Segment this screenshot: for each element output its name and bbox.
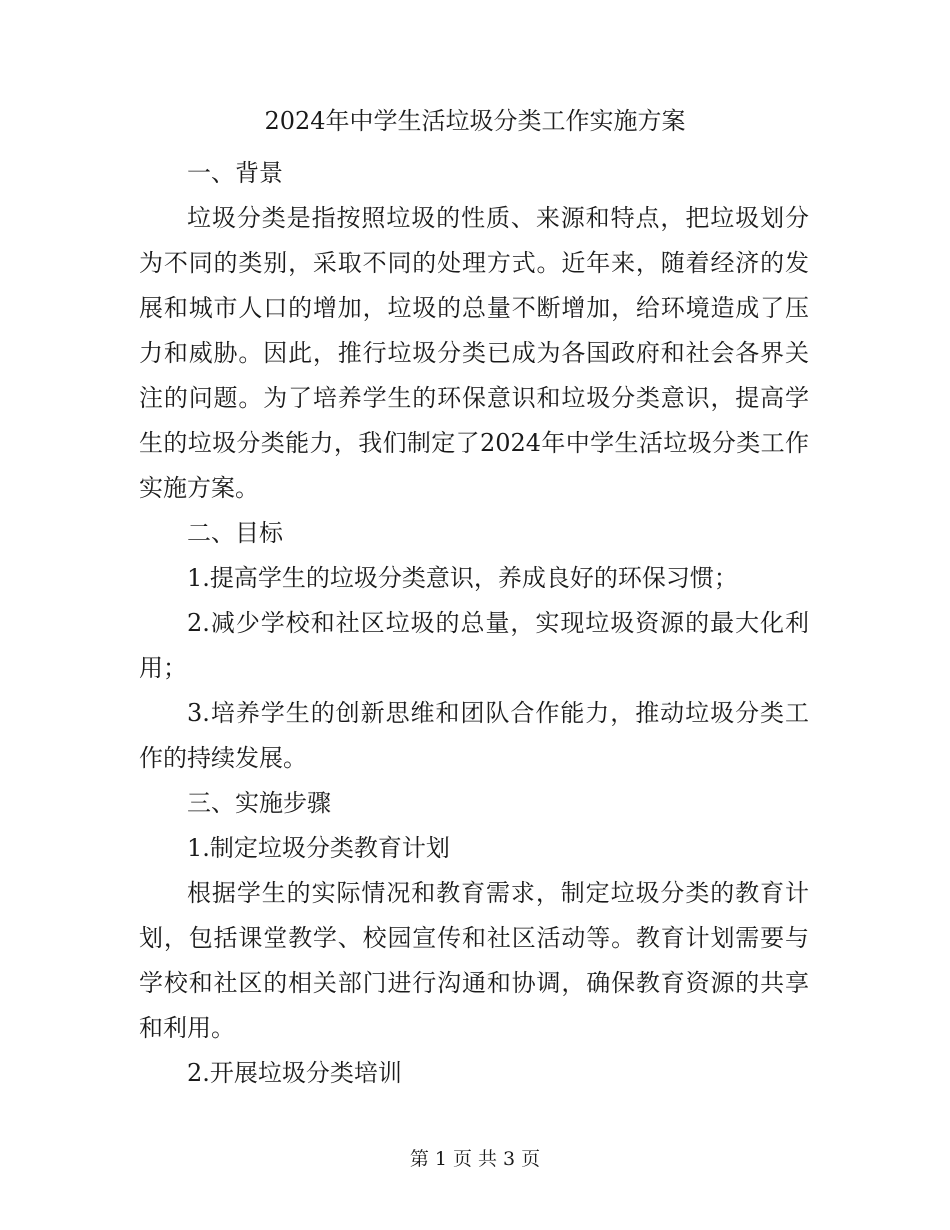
section-heading-goals: 二、目标 <box>187 519 283 547</box>
section-heading-steps: 三、实施步骤 <box>187 789 331 817</box>
document-body <box>139 151 809 1096</box>
step-1-paragraph: 根据学生的实际情况和教育需求，制定垃圾分类的教育计划，包括课堂教学、校园宣传和社区活动等。教育计划需要与学校和社区的相关部门进行沟通和协调，确保教育资源的共享和利用。 <box>139 879 809 1042</box>
section-heading-background: 一、背景 <box>187 159 283 187</box>
document-title: 2024年中学生活垃圾分类工作实施方案 <box>264 107 686 135</box>
goal-item-2: 2.减少学校和社区垃圾的总量，实现垃圾资源的最大化利用； <box>139 609 809 682</box>
goal-item-1: 1.提高学生的垃圾分类意识，养成良好的环保习惯； <box>187 564 738 592</box>
goal-item-3: 3.培养学生的创新思维和团队合作能力，推动垃圾分类工作的持续发展。 <box>139 699 809 772</box>
background-paragraph: 垃圾分类是指按照垃圾的性质、来源和特点，把垃圾划分为不同的类别，采取不同的处理方式。近年来，随着经济的发展和城市人口的增加，垃圾的总量不断增加，给环境造成了压力和威胁。因此，推行垃圾分类已成为各国政府和社会各界关注的问题。为了培养学生的环保意识和垃圾分类意识，提高学生的垃圾分类能力，我们制定了2024年中学生活垃圾分类工作实施方案。 <box>139 204 809 502</box>
step-heading-2: 2.开展垃圾分类培训 <box>187 1059 402 1087</box>
step-heading-1: 1.制定垃圾分类教育计划 <box>187 834 450 862</box>
page-number-footer: 第 1 页 共 3 页 <box>409 1148 541 1170</box>
